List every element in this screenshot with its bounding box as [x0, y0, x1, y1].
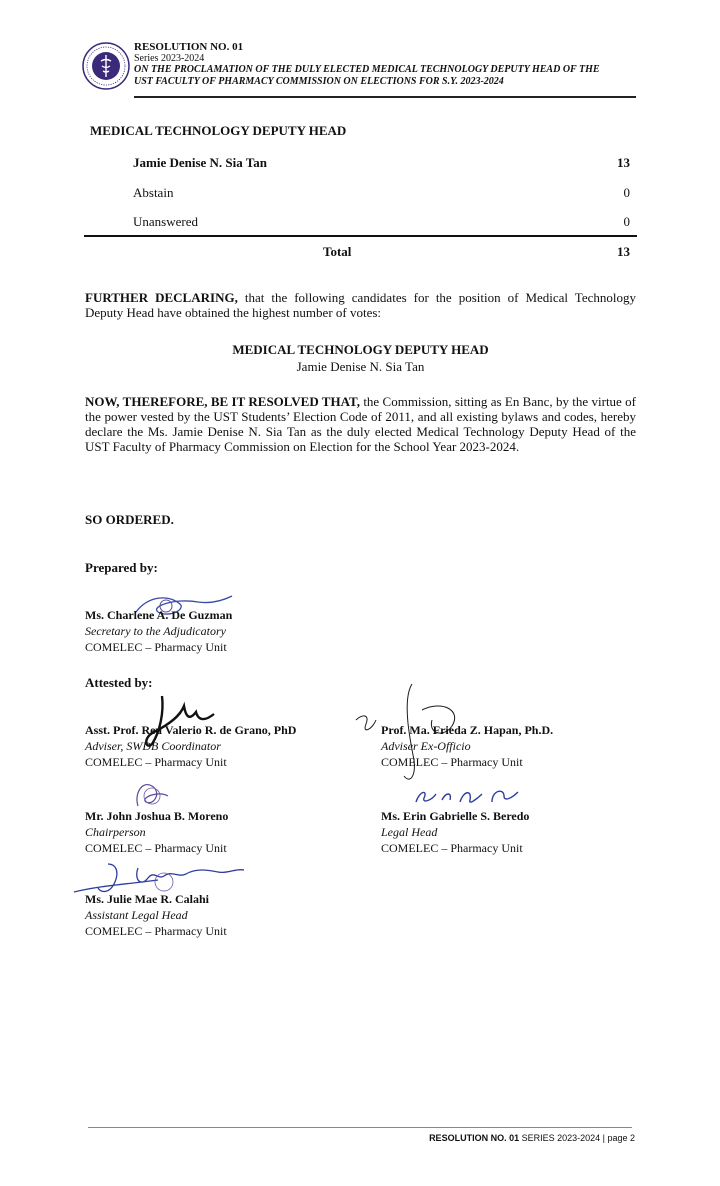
- signatory-chairperson: [85, 808, 228, 856]
- signatory-title: Chairperson: [85, 825, 146, 839]
- further-declaring-lead: FURTHER DECLARING,: [85, 290, 238, 305]
- tally-row-abstain: [133, 185, 630, 201]
- series-label: Series 2023-2024: [134, 53, 205, 64]
- footer-resolution: RESOLUTION NO. 01: [429, 1133, 520, 1143]
- signatory-title: Adviser Ex-Officio: [381, 739, 471, 753]
- tally-row-label: Abstain: [133, 185, 174, 200]
- so-ordered: SO ORDERED.: [85, 512, 174, 527]
- total-label: Total: [323, 244, 352, 259]
- prepared-by-label: Prepared by:: [85, 560, 158, 575]
- signatory-title: Adviser, SWDB Coordinator: [85, 739, 221, 753]
- ust-comelec-seal-icon: [82, 42, 130, 90]
- tally-row-votes: 0: [623, 185, 630, 200]
- tally-row-unanswered: [133, 214, 630, 230]
- signatory-unit: COMELEC – Pharmacy Unit: [381, 755, 523, 769]
- signatory-unit: COMELEC – Pharmacy Unit: [85, 640, 227, 654]
- page-footer: [429, 1133, 635, 1143]
- further-declaring-text: that the following candidates for the position of Medical Technology Deputy Head have obtained the highest number of votes:: [85, 290, 636, 320]
- attested-by-label: Attested by:: [85, 675, 153, 690]
- footer-series-page: SERIES 2023-2024 | page 2: [519, 1133, 635, 1143]
- tally-row-candidate: [133, 155, 630, 171]
- tally-row-votes: 0: [623, 214, 630, 229]
- signatory-legal-head: [381, 808, 529, 856]
- further-declaring-paragraph: [85, 290, 636, 320]
- resolution-number: RESOLUTION NO. 01: [134, 41, 244, 53]
- signatory-title: Legal Head: [381, 825, 438, 839]
- signatory-name: Ms. Charlene A. De Guzman: [85, 608, 233, 622]
- total-value: 13: [617, 244, 630, 259]
- winner-name: Jamie Denise N. Sia Tan: [296, 359, 425, 374]
- signatory-name: Ms. Erin Gabrielle S. Beredo: [381, 809, 530, 823]
- signatory-unit: COMELEC – Pharmacy Unit: [85, 755, 227, 769]
- tally-row-label: Unanswered: [133, 214, 198, 229]
- signatory-name: Ms. Julie Mae R. Calahi: [85, 892, 209, 906]
- subject-line-1: ON THE PROCLAMATION OF THE DULY ELECTED MEDICAL TECHNOLOGY DEPUTY HEAD OF THE: [134, 64, 600, 75]
- signatory-name: Prof. Ma. Frieda Z. Hapan, Ph.D.: [381, 723, 554, 737]
- signatory-prepared: [85, 607, 232, 655]
- footer-divider: [88, 1127, 632, 1128]
- signatory-name: Asst. Prof. Reu Valerio R. de Grano, PhD: [85, 723, 297, 737]
- tally-title: MEDICAL TECHNOLOGY DEPUTY HEAD: [90, 123, 347, 138]
- signatory-title: Assistant Legal Head: [85, 908, 188, 922]
- signatory-unit: COMELEC – Pharmacy Unit: [381, 841, 523, 855]
- signatory-adviser-de-grano: [85, 722, 296, 770]
- signatory-assistant-legal-head: [85, 891, 227, 939]
- signature-beredo-icon: [412, 784, 522, 810]
- subject-line-2: UST FACULTY OF PHARMACY COMMISSION ON ELECTIONS FOR S.Y. 2023-2024: [134, 76, 504, 87]
- tally-row-votes: 13: [617, 155, 630, 170]
- resolved-paragraph: [85, 394, 636, 454]
- resolved-lead: NOW, THEREFORE, BE IT RESOLVED THAT,: [85, 394, 360, 409]
- signatory-name: Mr. John Joshua B. Moreno: [85, 809, 229, 823]
- signatory-adviser-hapan: [381, 722, 553, 770]
- signatory-unit: COMELEC – Pharmacy Unit: [85, 841, 227, 855]
- resolved-text: the Commission, sitting as En Banc, by the virtue of the power vested by the UST Students’ Election Code of 2011, and all existing bylaws and codes, hereby declare the Ms. Jamie Denise N. Sia Tan as the duly elected Medical Technology Deputy Head of the UST Faculty of Pharmacy Commission on Election for the School Year 2023-2024.: [85, 394, 636, 454]
- tally-row-label: Jamie Denise N. Sia Tan: [133, 155, 267, 170]
- header-divider: [134, 96, 636, 98]
- signatory-title: Secretary to the Adjudicatory: [85, 624, 226, 638]
- tally-divider: [84, 235, 637, 237]
- winner-position: MEDICAL TECHNOLOGY DEPUTY HEAD: [232, 342, 489, 357]
- signatory-unit: COMELEC – Pharmacy Unit: [85, 924, 227, 938]
- resolution-header: [134, 41, 644, 88]
